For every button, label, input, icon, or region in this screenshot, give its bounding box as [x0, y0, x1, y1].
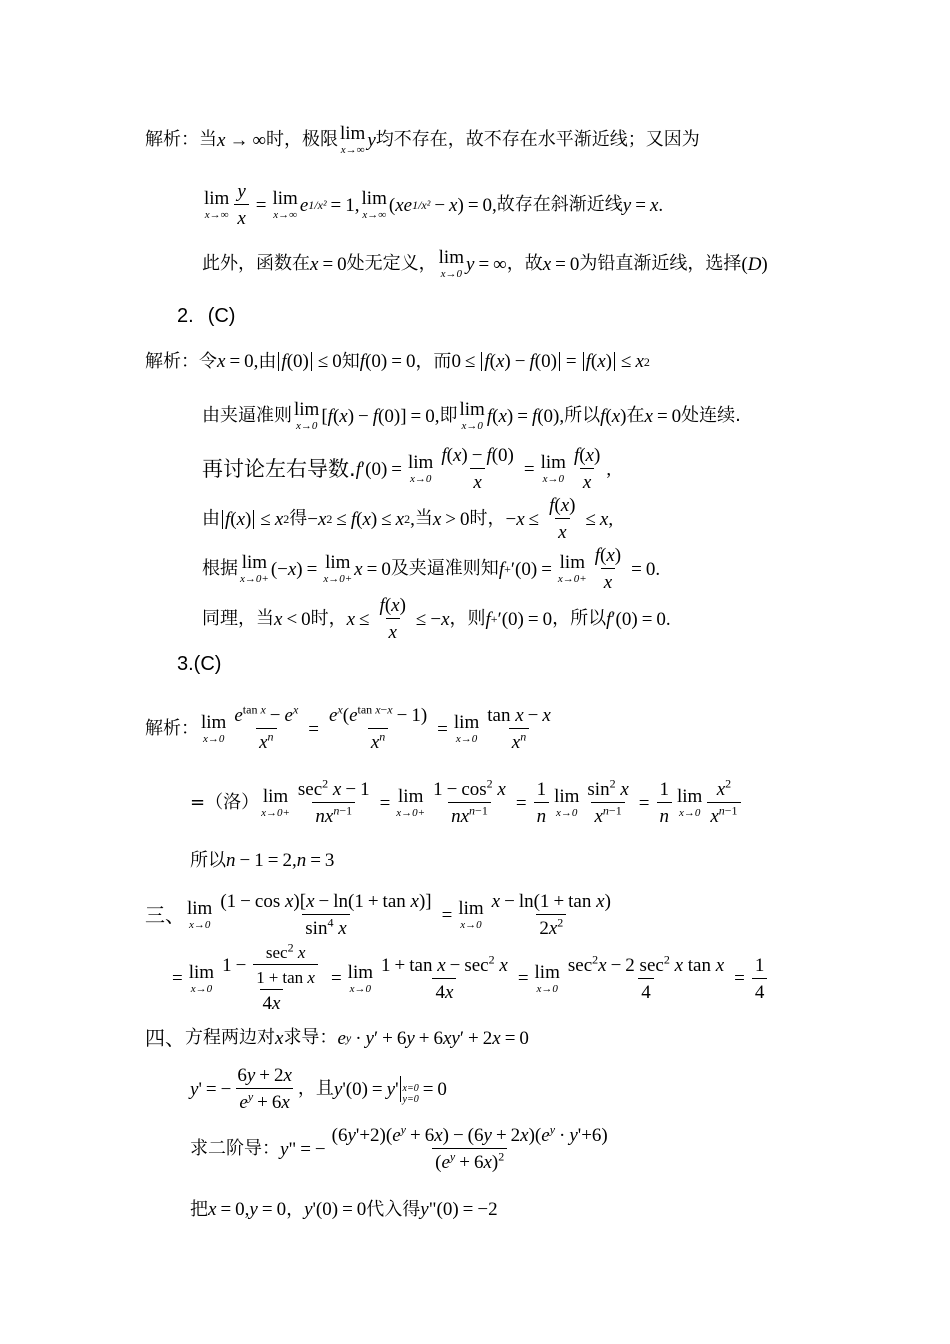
block2-line1: 解析： 令 x = 0, 由 f(0) ≤ 0 知 f (0) = 0 ，而 0 ≤ f(x) − f(0) = f(x) ≤ x 2	[145, 350, 650, 372]
block2-line5: 根据 lim x→0+ (− x ) = lim x→0+ x = 0 及夹逼准则知 f + ′(0) = lim x→0+ $\frac{f(x)}{x}$ = 0.	[202, 545, 661, 593]
section-san-line2: = lim x→0 1 − $\frac{\sec^2 x}{\text{1 + tan x}}$ 4x = lim x→0 $\frac{1 + \tan x - \sec^2 x}{4x}$ = lim x→0 $\frac{\sec^2x - 2 \sec^2 x \tan x}{4}$ = $\frac{1}{4}$	[168, 944, 770, 1013]
label-si: 四、	[145, 1026, 185, 1050]
block3-line2: =（洛） lim x→0+ $\frac{\sec^2 x - 1}{nx^{n-1}}$ = lim x→0+ $\frac{1 - \cos^2 x}{nx^{n-1}}$ = $\frac{1}{n}$ lim x→0 $\frac{\sin^2 x}{x^{n-1}}$ = $\frac{1}{n}$ lim x→0 $\frac{x^2}{x^{n-1}}$	[190, 780, 744, 826]
section-si-line3: 求二阶导： y " = − $\frac{(6y'+2)(e^y + 6x) - (6y + 2x)(e^y \cdot y'+6)}{(e^y + 6x)^2}$	[190, 1122, 608, 1173]
section-san-line1: 三、 lim x→0 $\frac{\text{(1 − cos x)[x − ln(1 + tan x)]}}{\sin^4 x}$ = lim x→0 $\frac{\text{x − ln(1 + tan x)}}{2x^2}$	[145, 891, 611, 939]
question-3-header: 3.(C)	[177, 653, 222, 675]
label-jiexi: 解析：	[145, 129, 199, 150]
block2-line4: 由 f(x) ≤ x 2 得 − x 2 ≤ f ( x ) ≤ x 2 , 当 x > 0 时， − x ≤ $\frac{f(x)}{x}$ ≤ x ,	[202, 495, 614, 543]
block1-line3: 此外，函数在 x = 0 处无定义， lim x→0 y = ∞ ，故 x = 0 为铅直渐近线，选择 ( D )	[202, 247, 768, 280]
section-si-line1: 四、 方程两边对 x 求导： e y · y ′ + 6 y + 6 xy ′ + 2 x = 0	[145, 1026, 529, 1050]
block2-line6: 同理，当 x < 0 时， x ≤ $\frac{f(x)}{x}$ ≤ − x ，则 f + ′(0) = 0 ，所以 f ′(0) = 0.	[202, 595, 671, 643]
block2-line3: 再讨论左右导数. f ′(0) = lim x→0 $\frac{f(x) - f(0)}{x}$ = lim x→0 $\frac{f(x)}{x}$ ,	[202, 445, 612, 493]
question-2-header: 2. (C)	[177, 305, 236, 327]
block2-line2: 由夹逼准则 lim x→0 [ f ( x ) − f (0) ] = 0, 即 lim x→0 f ( x ) = f (0), 所以 f ( x ) 在 x = 0 处连续.	[202, 399, 741, 432]
block3-line3: 所以 n − 1 = 2, n = 3	[190, 849, 335, 871]
label-san: 三、	[145, 903, 185, 927]
section-si-line4: 把 x = 0, y = 0 ， y '(0) = 0 代入得 y "(0) = −2	[190, 1198, 498, 1220]
block1-line2: lim x→∞ $\frac{y}{x}$ = lim x→∞ e 1/x² = 1, lim x→∞ ( xe 1/x² − x ) = 0, 故存在斜渐近线 y = x .	[204, 181, 664, 229]
section-si-line2: y ' = − $\frac{6y + 2x}{e^y + 6x}$ ，且 y '(0) = y ' x=0 y=0 = 0	[190, 1065, 447, 1113]
block3-line1: 解析： lim x→0 $\frac{e^{tan x} - e^x}{x^n}$ = $\frac{e^x(e^{tan x-x} - 1)}{x^n}$ = lim x→0 $\frac{\text{tan x − x}}{x^n}$	[145, 702, 551, 753]
block1-line1: 解析： 当 x → ∞ 时，极限 lim x→∞ y 均不存在，故不存在水平渐近线；又因为	[145, 123, 700, 156]
